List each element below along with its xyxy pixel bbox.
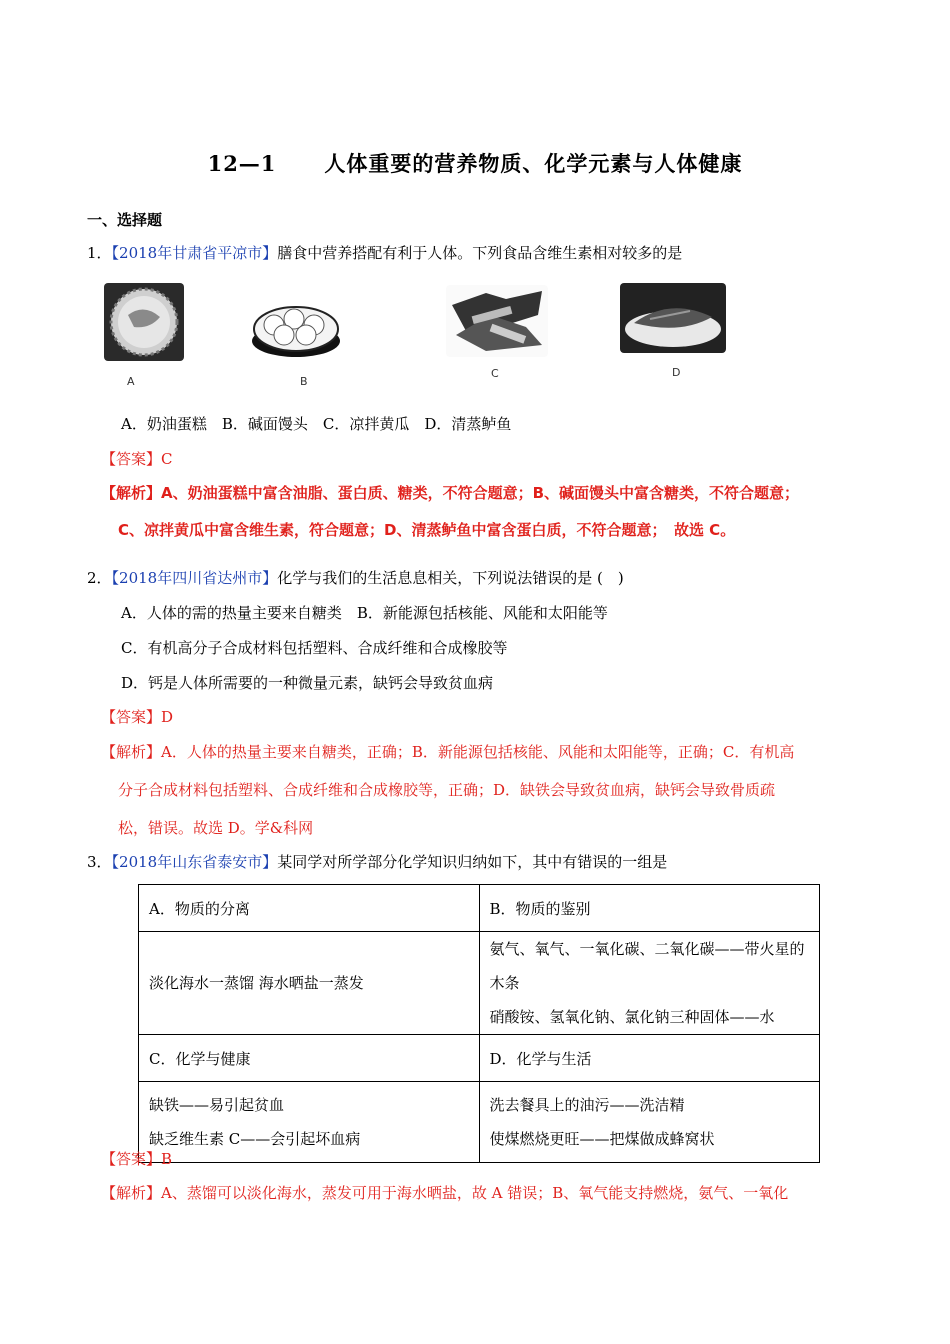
q3-answer-line bbox=[101, 1149, 172, 1169]
table-row bbox=[139, 932, 820, 1035]
cell-b-head: B．物质的鉴别 bbox=[479, 885, 820, 932]
buns-image bbox=[250, 285, 342, 363]
q2-explanation-3: 松，错误。故选 D。学&科网 bbox=[118, 819, 314, 837]
q1-answer-label: 【答案】 bbox=[101, 450, 162, 468]
cell-c-body-line-2: 缺乏维生素 C——会引起坏血病 bbox=[149, 1130, 361, 1148]
image-label-b: B bbox=[300, 375, 308, 388]
q3-explanation-1: A、蒸馏可以淡化海水，蒸发可用于海水晒盐，故 A 错误；B、氧气能支持燃烧，氨气、一氧化 bbox=[161, 1184, 789, 1202]
q2-stem-line bbox=[87, 568, 624, 588]
cell-a-body-line: 淡化海水一蒸馏 海水晒盐一蒸发 bbox=[149, 974, 364, 992]
cell-d-body-line-2: 使煤燃烧更旺——把煤做成蜂窝状 bbox=[489, 1130, 715, 1148]
q3-explanation-label: 【解析】 bbox=[101, 1184, 162, 1202]
table-row bbox=[139, 885, 820, 932]
table-row bbox=[139, 1035, 820, 1082]
q3-source: 【2018年山东省泰安市】 bbox=[111, 853, 278, 871]
q2-answer: D bbox=[161, 708, 174, 726]
q3-explanation-line-1 bbox=[101, 1183, 788, 1203]
fish-image bbox=[620, 283, 726, 353]
image-label-a: A bbox=[127, 375, 135, 388]
page-title bbox=[0, 148, 950, 178]
cell-c-body-line-1: 缺铁——易引起贫血 bbox=[149, 1096, 285, 1114]
q2-answer-label: 【答案】 bbox=[101, 708, 162, 726]
q3-table bbox=[138, 884, 820, 1163]
q2-options-ab: A．人体的需的热量主要来自糖类 B．新能源包括核能、风能和太阳能等 bbox=[121, 604, 608, 622]
cell-c-body bbox=[139, 1082, 480, 1163]
q3-number: 3． bbox=[87, 853, 112, 871]
cell-b-body-line-1: 氨气、氧气、一氧化碳、二氧化碳——带火星的木条 bbox=[489, 940, 805, 992]
cell-d-body bbox=[479, 1082, 820, 1163]
q2-source: 【2018年四川省达州市】 bbox=[111, 569, 278, 587]
q3-answer-label: 【答案】 bbox=[101, 1150, 162, 1168]
q2-option-d: D．钙是人体所需要的一种微量元素，缺钙会导致贫血病 bbox=[121, 674, 494, 692]
q1-stem-line bbox=[87, 243, 682, 263]
cell-d-head: D．化学与生活 bbox=[479, 1035, 820, 1082]
image-label-d: D bbox=[672, 366, 681, 379]
title-number: 12—1 bbox=[207, 151, 277, 176]
q1-answer-line bbox=[101, 449, 173, 469]
q1-explanation-label: 【解析】 bbox=[101, 484, 162, 502]
cell-c-head: C．化学与健康 bbox=[139, 1035, 480, 1082]
q2-explanation-2: 分子合成材料包括塑料、合成纤维和合成橡胶等，正确；D．缺铁会导致贫血病，缺钙会导致骨质疏 bbox=[118, 781, 776, 799]
q2-explanation-label: 【解析】 bbox=[101, 743, 162, 761]
cell-a-body bbox=[139, 932, 480, 1035]
q1-answer: C bbox=[161, 450, 173, 468]
cake-image bbox=[104, 283, 184, 361]
cell-b-body-line-2: 硝酸铵、氢氧化钠、氯化钠三种固体——水 bbox=[489, 1008, 775, 1026]
cell-d-body-line-1: 洗去餐具上的油污——洗洁精 bbox=[489, 1096, 685, 1114]
q1-source: 【2018年甘肃省平凉市】 bbox=[111, 244, 278, 262]
q2-answer-line bbox=[101, 707, 173, 727]
q1-stem: 膳食中营养搭配有利于人体。下列食品含维生素相对较多的是 bbox=[277, 244, 683, 262]
q1-explanation-1: A、奶油蛋糕中富含油脂、蛋白质、糖类，不符合题意；B、碱面馒头中富含糖类，不符合题意； bbox=[161, 484, 800, 502]
q2-explanation-line-1 bbox=[101, 742, 794, 762]
q3-answer: B bbox=[161, 1150, 173, 1168]
cell-a-head: A．物质的分离 bbox=[139, 885, 480, 932]
cell-b-body bbox=[479, 932, 820, 1035]
image-label-c: C bbox=[491, 367, 499, 380]
q2-stem: 化学与我们的生活息息相关，下列说法错误的是 ( ) bbox=[277, 569, 624, 587]
q3-stem: 某同学对所学部分化学知识归纳如下，其中有错误的一组是 bbox=[277, 853, 668, 871]
table-row bbox=[139, 1082, 820, 1163]
q1-options: A．奶油蛋糕 B．碱面馒头 C．凉拌黄瓜 D．清蒸鲈鱼 bbox=[121, 415, 512, 433]
q2-number: 2． bbox=[87, 569, 112, 587]
q1-explanation-2: C、凉拌黄瓜中富含维生素，符合题意；D、清蒸鲈鱼中富含蛋白质，不符合题意； 故选 C。 bbox=[118, 521, 736, 539]
q1-number: 1． bbox=[87, 244, 112, 262]
q3-stem-line bbox=[87, 852, 667, 872]
title-text: 人体重要的营养物质、化学元素与人体健康 bbox=[324, 151, 743, 176]
q2-option-c: C．有机高分子合成材料包括塑料、合成纤维和合成橡胶等 bbox=[121, 639, 508, 657]
cucumber-image bbox=[446, 285, 548, 357]
section-heading: 一、选择题 bbox=[87, 211, 163, 229]
q2-explanation-1: A．人体的热量主要来自糖类，正确；B．新能源包括核能、风能和太阳能等，正确；C．有机高 bbox=[161, 743, 795, 761]
q1-explanation-line-1 bbox=[101, 483, 799, 503]
